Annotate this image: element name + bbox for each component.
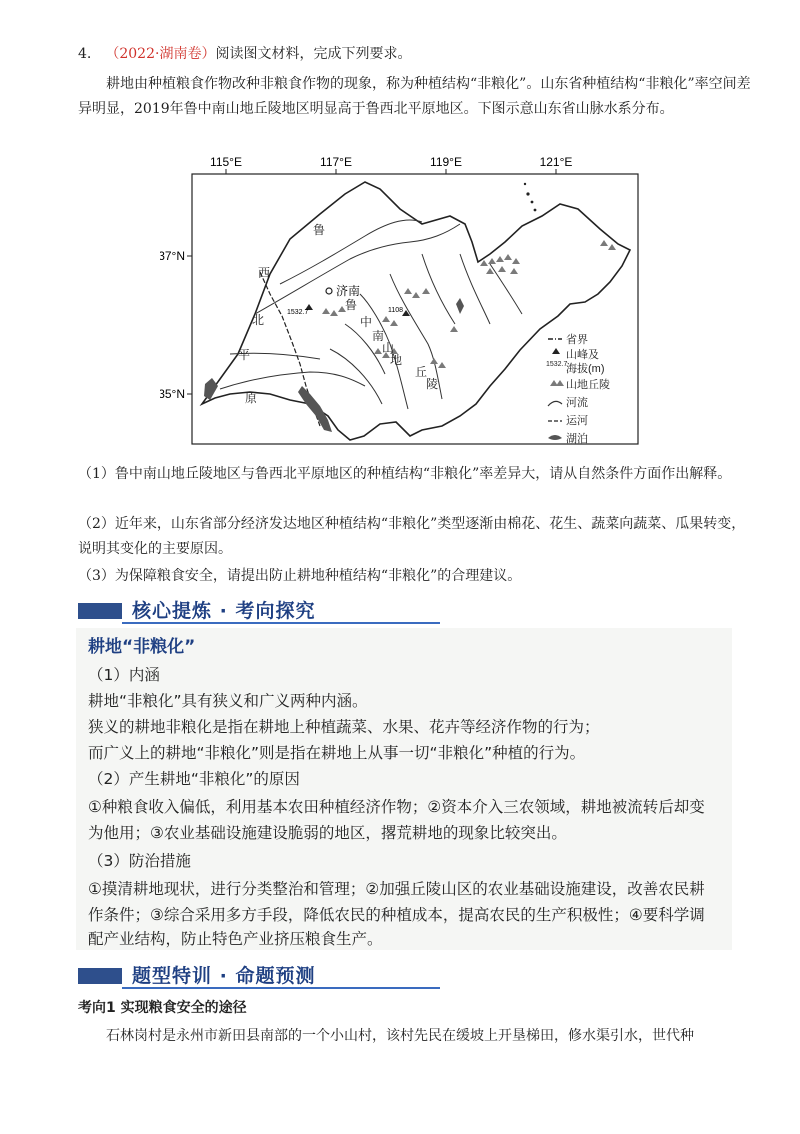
svg-text:运河: 运河 — [566, 415, 588, 427]
svg-text:地: 地 — [390, 353, 403, 367]
lat-label: 35°N — [160, 387, 185, 401]
peak-label: 1108 — [388, 307, 404, 314]
lat-label: 37°N — [160, 249, 185, 263]
peak-label: 1532.7 — [287, 309, 309, 316]
section-title: 核心提炼 · 考向探究 — [132, 600, 316, 622]
shandong-map — [160, 154, 650, 454]
core-line: 狭义的耕地非粮化是指在耕地上种植蔬菜、水果、花卉等经济作物的行为； — [88, 718, 600, 736]
svg-text:中: 中 — [360, 315, 373, 329]
section-banner — [78, 963, 440, 989]
svg-text:湖泊: 湖泊 — [566, 433, 588, 445]
core-subtitle: （1）内涵 — [88, 666, 160, 684]
core-summary-box — [76, 628, 732, 950]
svg-text:海拔(m): 海拔(m) — [566, 363, 605, 375]
svg-text:北: 北 — [252, 313, 265, 327]
core-line: ①摸清耕地现状，进行分类整治和管理；②加强丘陵山区的农业基础设施建设，改善农民耕 — [88, 880, 705, 898]
svg-text:平: 平 — [238, 348, 251, 362]
sub-question-3: （3）为保障粮食安全，请提出防止耕地种植结构“非粮化”的合理建议。 — [78, 568, 522, 584]
svg-text:1532.7: 1532.7 — [546, 361, 568, 368]
trend-text: 石林岗村是永州市新田县南部的一个小山村，该村先民在缓坡上开垦梯田，修水渠引水，世代种 — [106, 1028, 694, 1044]
svg-text:丘: 丘 — [415, 365, 428, 379]
svg-text:西: 西 — [258, 266, 271, 280]
svg-text:陵: 陵 — [426, 377, 439, 391]
question-intro: 耕地由种植粮食作物改种非粮食作物的现象，称为种植结构“非粮化”。山东省种植结构“非粮化”率空间差异明显，2019年鲁中南山地丘陵地区明显高于鲁西北平原地区。下图示意山东省山脉水系分布。 — [78, 76, 751, 117]
question-header — [78, 42, 758, 67]
svg-text:鲁: 鲁 — [313, 223, 326, 237]
svg-text:河流: 河流 — [566, 397, 588, 409]
core-line: 耕地“非粮化”具有狭义和广义两种内涵。 — [88, 692, 368, 710]
trend-title: 考向1 实现粮食安全的途径 — [78, 1000, 247, 1016]
svg-text:山: 山 — [382, 341, 395, 355]
core-line: 而广义上的耕地“非粮化”则是指在耕地上从事一切“非粮化”种植的行为。 — [88, 744, 586, 762]
lon-label: 115°E — [210, 155, 242, 169]
svg-text:省界: 省界 — [566, 334, 588, 346]
city-label: 济南 — [336, 284, 361, 298]
core-heading: 耕地“非粮化” — [88, 637, 196, 657]
core-subtitle: （3）防治措施 — [88, 852, 191, 870]
sub-question-2: （2）近年来，山东省部分经济发达地区种植结构“非粮化”类型逐渐由棉花、花生、蔬菜向蔬菜、瓜果转变，说明其变化的主要原因。 — [78, 516, 746, 557]
lon-label: 121°E — [539, 155, 573, 169]
svg-text:南: 南 — [372, 329, 385, 343]
section-title: 题型特训 · 命题预测 — [132, 965, 316, 987]
svg-text:山地丘陵: 山地丘陵 — [566, 379, 610, 391]
lon-label: 117°E — [320, 155, 352, 169]
question-number: 4. — [78, 46, 92, 62]
core-line: 作条件；③综合采用多方手段，降低农民的种植成本，提高农民的生产积极性；④要科学调 — [88, 906, 705, 924]
core-subtitle: （2）产生耕地“非粮化”的原因 — [88, 770, 300, 788]
svg-text:山峰及: 山峰及 — [566, 349, 599, 361]
core-line: 配产业结构，防止特色产业挤压粮食生产。 — [88, 930, 383, 948]
question-source: （2022·湖南卷） — [105, 46, 216, 62]
section-banner — [78, 598, 440, 624]
svg-text:鲁: 鲁 — [345, 298, 358, 312]
core-line: ①种粮食收入偏低，利用基本农田种植经济作物；②资本介入三农领域，耕地被流转后却变 — [88, 798, 705, 816]
svg-text:原: 原 — [245, 391, 258, 405]
question-prompt: 阅读图文材料，完成下列要求。 — [215, 46, 412, 62]
lon-label: 119°E — [430, 155, 462, 169]
core-line: 为他用；③农业基础设施建设脆弱的地区，撂荒耕地的现象比较突出。 — [88, 824, 567, 842]
sub-question-1: （1）鲁中南山地丘陵地区与鲁西北平原地区的种植结构“非粮化”率差异大，请从自然条件方面作出解释。 — [78, 466, 732, 482]
